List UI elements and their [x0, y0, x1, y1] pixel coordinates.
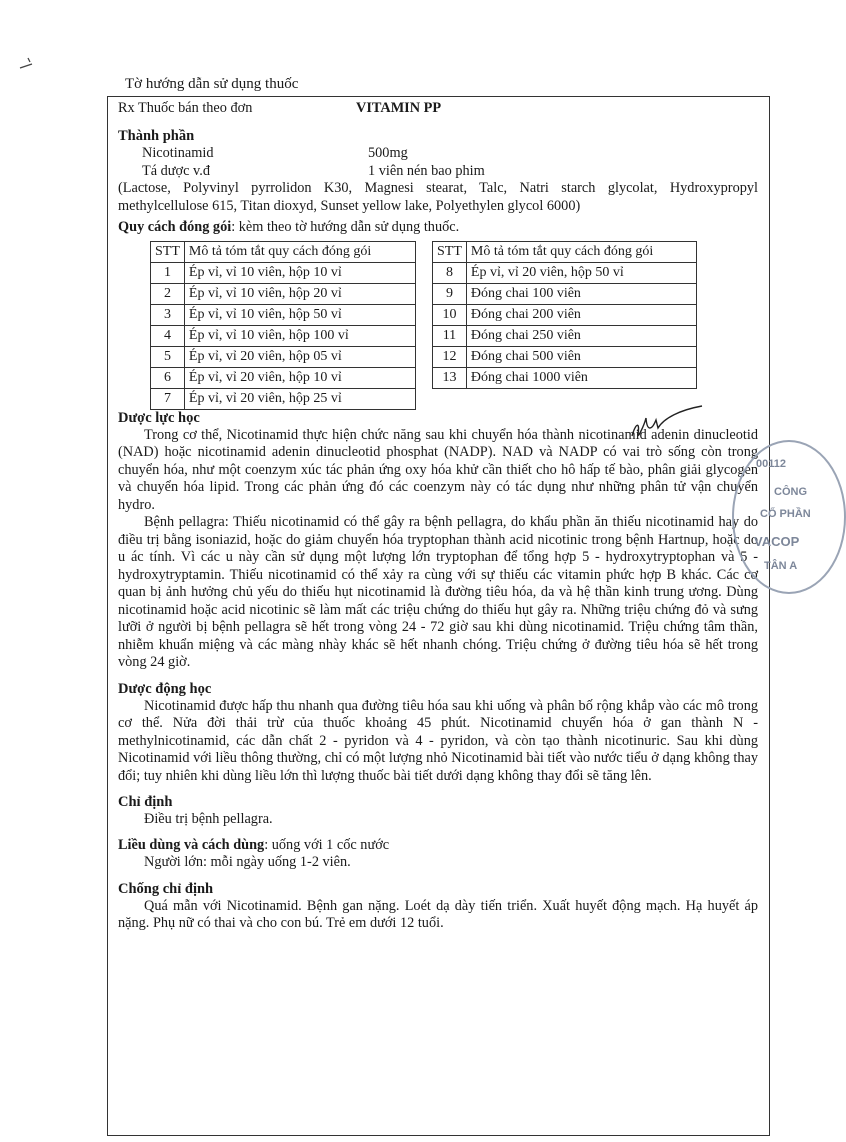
row-desc: Đóng chai 200 viên	[466, 304, 696, 325]
pharmacokinetics-heading: Dược động học	[118, 680, 212, 697]
row-desc: Ép vỉ, vỉ 10 viên, hộp 20 vỉ	[184, 283, 415, 304]
row-stt: 10	[433, 304, 467, 325]
table-row	[151, 346, 416, 367]
row-desc: Đóng chai 500 viên	[466, 346, 696, 367]
row-stt: 11	[433, 325, 467, 346]
leaflet-body	[118, 100, 758, 933]
row-stt: 13	[433, 367, 467, 388]
table-row	[433, 304, 697, 325]
dosage-adult: Người lớn: mỗi ngày uống 1-2 viên.	[144, 854, 351, 870]
stamp-number: 00112	[756, 458, 786, 470]
table-row	[151, 367, 416, 388]
row-desc: Ép vỉ, vỉ 20 viên, hộp 05 vỉ	[184, 346, 415, 367]
table-row	[151, 283, 416, 304]
table-row	[433, 346, 697, 367]
pellagra-paragraph: Bệnh pellagra: Thiếu nicotinamid có thể gây ra bệnh pellagra, do khẩu phần ăn thiếu nicotinamid hay do điều trị bằng isoniazid, hoặc do giảm chuyển hóa tryptophan thành acid nicotinic trong bệnh Hartnup, hoặc do u ác tính. Vì các u này cần sử dụng một lượng lớn tryptophan để tổng hợp 5 - hydroxytryptophan và 5 - hydroxytryptamin. Thiếu nicotinamid có thể xảy ra cùng với sự thiếu các vitamin phức hợp B khác. Các cơ quan bị ảnh hưởng chủ yếu do thiếu hụt nicotinamid là đường tiêu hóa, da và hệ thần kinh trung ương. Dùng nicotinamid hoặc acid nicotinic sẽ làm mất các triệu chứng do thiếu hụt gây ra. Những triệu chứng đỏ và sưng lưỡi ở người bị bệnh pellagra sẽ hết trong vòng 24 - 72 giờ sau khi dùng nicotinamid. Triệu chứng tâm thần, nhiễm khuẩn miệng và các màng nhày khác sẽ hết nhanh chóng. Triệu chứng ở đường tiêu hóa sẽ hết trong vòng 24 giờ.	[118, 514, 758, 670]
row-desc: Ép vỉ, vỉ 20 viên, hộp 10 vỉ	[184, 367, 415, 388]
table-row	[433, 262, 697, 283]
stamp-text: CỔ PHẦN	[760, 508, 811, 520]
packaging-text: : kèm theo tờ hướng dẫn sử dụng thuốc.	[231, 219, 460, 235]
rx-label: Rx Thuốc bán theo đơn	[118, 100, 253, 116]
stamp-text: TÂN A	[764, 560, 798, 572]
ingredient-amount: 500mg	[368, 145, 408, 161]
excipients-text: (Lactose, Polyvinyl pyrrolidon K30, Magnesi stearat, Talc, Natri starch glycolat, Hydroxypropyl methylcellulose 615, Titan dioxyd, Sunset yellow lake, Polyethylen glycol 6000)	[118, 180, 758, 214]
table-row	[151, 388, 416, 409]
ingredient-name: Nicotinamid	[142, 145, 214, 161]
rx-row	[118, 100, 758, 119]
row-desc: Đóng chai 250 viên	[466, 325, 696, 346]
row-stt: 4	[151, 325, 185, 346]
row-stt: 2	[151, 283, 185, 304]
composition-heading: Thành phần	[118, 128, 195, 144]
row-stt: 1	[151, 262, 185, 283]
dosage-text: : uống với 1 cốc nước	[264, 836, 390, 853]
margin-mark	[18, 48, 48, 83]
column-header-stt: STT	[433, 241, 467, 262]
ingredient-amount: 1 viên nén bao phim	[368, 162, 485, 179]
packaging-line	[118, 219, 758, 237]
row-desc: Đóng chai 100 viên	[466, 283, 696, 304]
pharmacodynamics-heading: Dược lực học	[118, 409, 200, 426]
row-desc: Ép vỉ, vỉ 10 viên, hộp 10 vỉ	[184, 262, 415, 283]
row-stt: 6	[151, 367, 185, 388]
row-stt: 5	[151, 346, 185, 367]
company-stamp	[732, 440, 846, 594]
stamp-text: VACOP	[754, 534, 800, 549]
stamp-text: CÔNG	[774, 486, 807, 498]
row-stt: 9	[433, 283, 467, 304]
column-header-desc: Mô tả tóm tắt quy cách đóng gói	[184, 241, 415, 262]
row-desc: Ép vỉ, vỉ 20 viên, hộp 50 vỉ	[466, 262, 696, 283]
dosage-line	[118, 837, 758, 855]
table-row	[433, 367, 697, 388]
ingredient-name: Tá dược v.đ	[142, 162, 210, 179]
page-title: Tờ hướng dẫn sử dụng thuốc	[125, 76, 299, 92]
contraindication-text: Quá mẫn với Nicotinamid. Bệnh gan nặng. Loét dạ dày tiến triển. Xuất huyết động mạch. Hạ huyết áp nặng. Phụ nữ có thai và cho con bú. Trẻ em dưới 12 tuổi.	[118, 897, 758, 931]
indication-text: Điều trị bệnh pellagra.	[144, 811, 273, 827]
column-header-stt: STT	[151, 241, 185, 262]
table-header-row	[433, 241, 697, 262]
indication-heading: Chỉ định	[118, 794, 173, 810]
dosage-heading: Liều dùng và cách dùng	[118, 836, 265, 853]
row-stt: 12	[433, 346, 467, 367]
row-desc: Ép vỉ, vỉ 10 viên, hộp 100 vỉ	[184, 325, 415, 346]
row-desc: Ép vỉ, vỉ 20 viên, hộp 25 vỉ	[184, 388, 415, 409]
table-row	[151, 325, 416, 346]
pharmacodynamics-paragraph: Trong cơ thể, Nicotinamid thực hiện chức năng sau khi chuyển hóa thành nicotinamid adenin dinucleotid (NAD) hoặc nicotinamid adenin dinucleotid phosphat (NADP). NAD và NADP có vai trò sống còn trong chuyển hóa, như một coenzym xúc tác phản ứng oxy hóa khử cần thiết cho hô hấp tế bào, phân giải glycogen và chuyển hóa lipid. Trong các phản ứng đó các coenzym này có tác dụng như những phân tử vận chuyển hydro.	[118, 426, 758, 513]
table-row	[151, 262, 416, 283]
row-stt: 3	[151, 304, 185, 325]
table-row	[433, 283, 697, 304]
packaging-tables	[118, 241, 758, 406]
column-header-desc: Mô tả tóm tắt quy cách đóng gói	[466, 241, 696, 262]
row-stt: 8	[433, 262, 467, 283]
contraindication-heading: Chống chỉ định	[118, 880, 214, 897]
table-header-row	[151, 241, 416, 262]
row-stt: 7	[151, 388, 185, 409]
ingredient-row	[118, 163, 758, 181]
signature	[628, 404, 708, 449]
packaging-heading: Quy cách đóng gói	[118, 219, 232, 235]
packaging-table-right	[432, 241, 697, 389]
pharmacokinetics-paragraph: Nicotinamid được hấp thu nhanh qua đường tiêu hóa sau khi uống và phân bố rộng khắp vào các mô trong cơ thể. Nửa đời thải trừ của thuốc khoảng 45 phút. Nicotinamid chuyển hóa ở gan thành N - methylnicotinamid, các dẫn chất 2 - pyridon và 4 - pyridon, và còn tạo thành nicotinuric. Sau khi dùng Nicotinamid với liều thông thường, chỉ có một lượng nhỏ Nicotinamid bài tiết vào nước tiểu ở dạng không thay đổi; tuy nhiên khi dùng liều lớn thì lượng thuốc bài tiết dưới dạng không thay đổi sẽ tăng lên.	[118, 697, 758, 784]
ingredient-row	[118, 145, 758, 163]
row-desc: Ép vỉ, vỉ 10 viên, hộp 50 vỉ	[184, 304, 415, 325]
row-desc: Đóng chai 1000 viên	[466, 367, 696, 388]
table-row	[151, 304, 416, 325]
packaging-table-left	[150, 241, 416, 410]
product-name: VITAMIN PP	[356, 100, 442, 116]
table-row	[433, 325, 697, 346]
